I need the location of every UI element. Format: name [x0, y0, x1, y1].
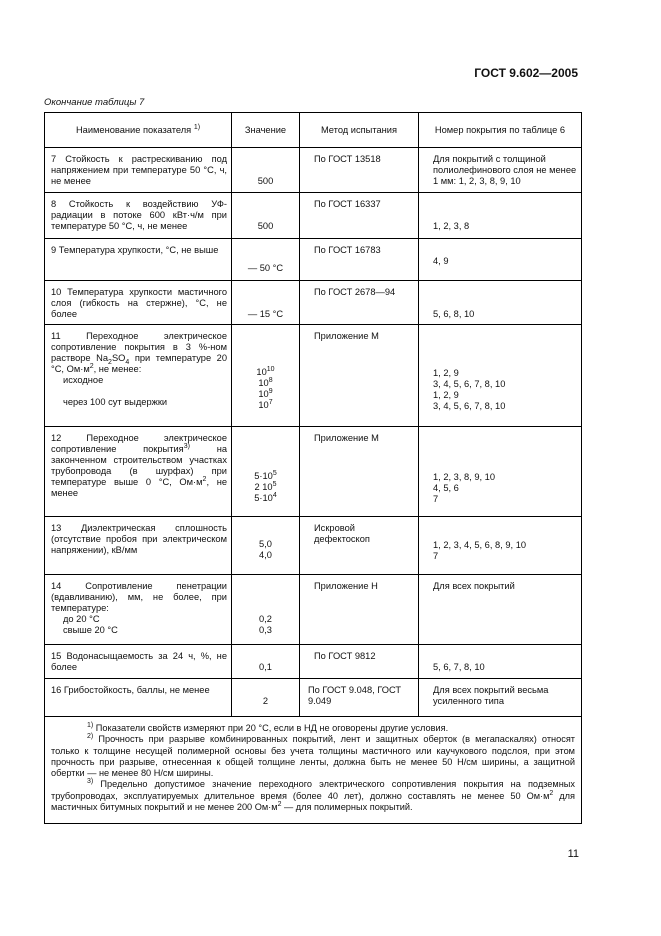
sub-item-initial: исходное	[63, 375, 104, 385]
header-value: Значение	[232, 113, 300, 148]
table-row	[45, 645, 582, 679]
footnote-mark: 1)	[193, 123, 201, 131]
footnote-1: $^{1)}$ Показатели свойств измеряют при 20 °С, если в НД не оговорены другие условия.	[87, 721, 449, 733]
row-coating: 1, 2, 9 3, 4, 5, 6, 7, 8, 10 1, 2, 9 3, 4, 5, 6, 7, 8, 10	[419, 325, 582, 427]
row-value: — 50 °С	[232, 239, 300, 281]
row-value: 2	[232, 679, 300, 717]
footnote-2: $^{2)}$ Прочность при разрыве комбинированных покрытий, лент и защитных оберток (в мегапаскалях) относят только к толщине несущей полимерной основы без учета толщины мастичного или каучукового подслоя, при этом прочность при разрыве, отнесенная к общей толщине ленты, должна быть не менее 50 Н/см ширины, а защитной обертки — не менее 80 Н/см ширины.	[51, 733, 575, 779]
footnotes	[45, 717, 582, 824]
row-name: 7 Стойкость к растрескиванию под напряжением при температуре 50 °С, ч, не менее	[45, 148, 232, 193]
row-method: Искровой дефектоскоп	[300, 517, 419, 575]
row-coating: 5, 6, 8, 10	[419, 281, 582, 325]
row-coating: 5, 6, 7, 8, 10	[419, 645, 582, 679]
page-number: 11	[567, 848, 579, 860]
row-method: По ГОСТ 13518	[300, 148, 419, 193]
sub-item-over-20: свыше 20 °С	[63, 625, 118, 635]
table-row	[45, 575, 582, 645]
properties-table	[44, 112, 582, 824]
row-coating: 1, 2, 3, 8, 9, 10 4, 5, 6 7	[419, 427, 582, 517]
table-header-row	[45, 113, 582, 148]
row-name: 8 Стойкость к воздействию УФ-радиации в потоке 600 кВт·ч/м при температуре 50 °С, ч, не менее	[45, 193, 232, 239]
row-coating: Для всех покрытий весьма усиленного типа	[419, 679, 582, 717]
table-row	[45, 517, 582, 575]
row-method: По ГОСТ 16783	[300, 239, 419, 281]
table-caption: Окончание таблицы 7	[44, 97, 145, 108]
row-value: 5,0 4,0	[232, 517, 300, 575]
row-name: 10 Температура хрупкости мастичного слоя (гибкость на стержне), °С, не более	[45, 281, 232, 325]
row-coating: 4, 9	[419, 239, 582, 281]
row-name: 9 Температура хрупкости, °С, не выше	[45, 239, 232, 281]
header-coating: Номер покрытия по таблице 6	[419, 113, 582, 148]
header-method: Метод испытания	[300, 113, 419, 148]
footnote-3: $^{3)}$ Предельно допустимое значение переходного электрического сопротивления покрытия на подземных трубопроводах, эксплуатируемых длительное время (более 40 лет), должно составлять не менее 50 $Ом\cdot м^2$ для мастичных битумных покрытий и не менее 200 $Ом\cdot м^2$ — для полимерных покрытий.	[51, 778, 575, 813]
row-name: 14 Сопротивление пенетрации (вдавливанию), мм, не более, при температуре: до 20 °С свыше 20 °С	[45, 575, 232, 645]
row-coating: 1, 2, 3, 4, 5, 6, 8, 9, 10 7	[419, 517, 582, 575]
row-method: По ГОСТ 9812	[300, 645, 419, 679]
sub-item-up-to-20: до 20 °С	[63, 614, 100, 624]
row-value: 0,2 0,3	[232, 575, 300, 645]
table-row	[45, 325, 582, 427]
row-method: Приложение М	[300, 427, 419, 517]
row-name: 11 Переходное электрическое сопротивление покрытия в 3 %-ном растворе $Na_2SO_4$ при температуре 20 °С, $Ом\cdot м^2$, не менее: исходное через 100 сут выдержки	[45, 325, 232, 427]
row-value: $5\cdot 10^5$ 2 $10^5$ $5\cdot 10^4$	[232, 427, 300, 517]
table-row	[45, 193, 582, 239]
row-name: 15 Водонасыщаемость за 24 ч, %, не более	[45, 645, 232, 679]
row-name: 13 Диэлектрическая сплошность (отсутствие пробоя при электрическом напряжении), кВ/мм	[45, 517, 232, 575]
header-name: Наименование показателя $^{1)}$	[45, 113, 232, 148]
footnotes-row	[45, 717, 582, 824]
row-coating: Для покрытий с толщиной полиолефинового слоя не менее 1 мм: 1, 2, 3, 8, 9, 10	[419, 148, 582, 193]
row-coating: 1, 2, 3, 8	[419, 193, 582, 239]
row-value: 500	[232, 193, 300, 239]
table-row	[45, 427, 582, 517]
row-name: 16 Грибостойкость, баллы, не менее	[45, 679, 232, 717]
standard-number: ГОСТ 9.602—2005	[474, 66, 578, 80]
table-row	[45, 239, 582, 281]
row-name: 12 Переходное электрическое сопротивление покрытия$^{3)}$ на законченном строительством участках трубопровода (в шурфах) при температуре выше 0 °С, $Ом\cdot м^2$, не менее	[45, 427, 232, 517]
row-method: Приложение М	[300, 325, 419, 427]
row-value: $10^{10}$ $10^8$ $10^9$ $10^7$	[232, 325, 300, 427]
row-value: 500	[232, 148, 300, 193]
sub-item-after: через 100 сут выдержки	[63, 397, 168, 407]
table-row	[45, 148, 582, 193]
row-method: По ГОСТ 16337	[300, 193, 419, 239]
table-row	[45, 679, 582, 717]
table-row	[45, 281, 582, 325]
row-coating: Для всех покрытий	[419, 575, 582, 645]
row-value: 0,1	[232, 645, 300, 679]
row-method: По ГОСТ 2678—94	[300, 281, 419, 325]
row-method: По ГОСТ 9.048, ГОСТ 9.049	[300, 679, 419, 717]
row-value: — 15 °С	[232, 281, 300, 325]
row-method: Приложение Н	[300, 575, 419, 645]
